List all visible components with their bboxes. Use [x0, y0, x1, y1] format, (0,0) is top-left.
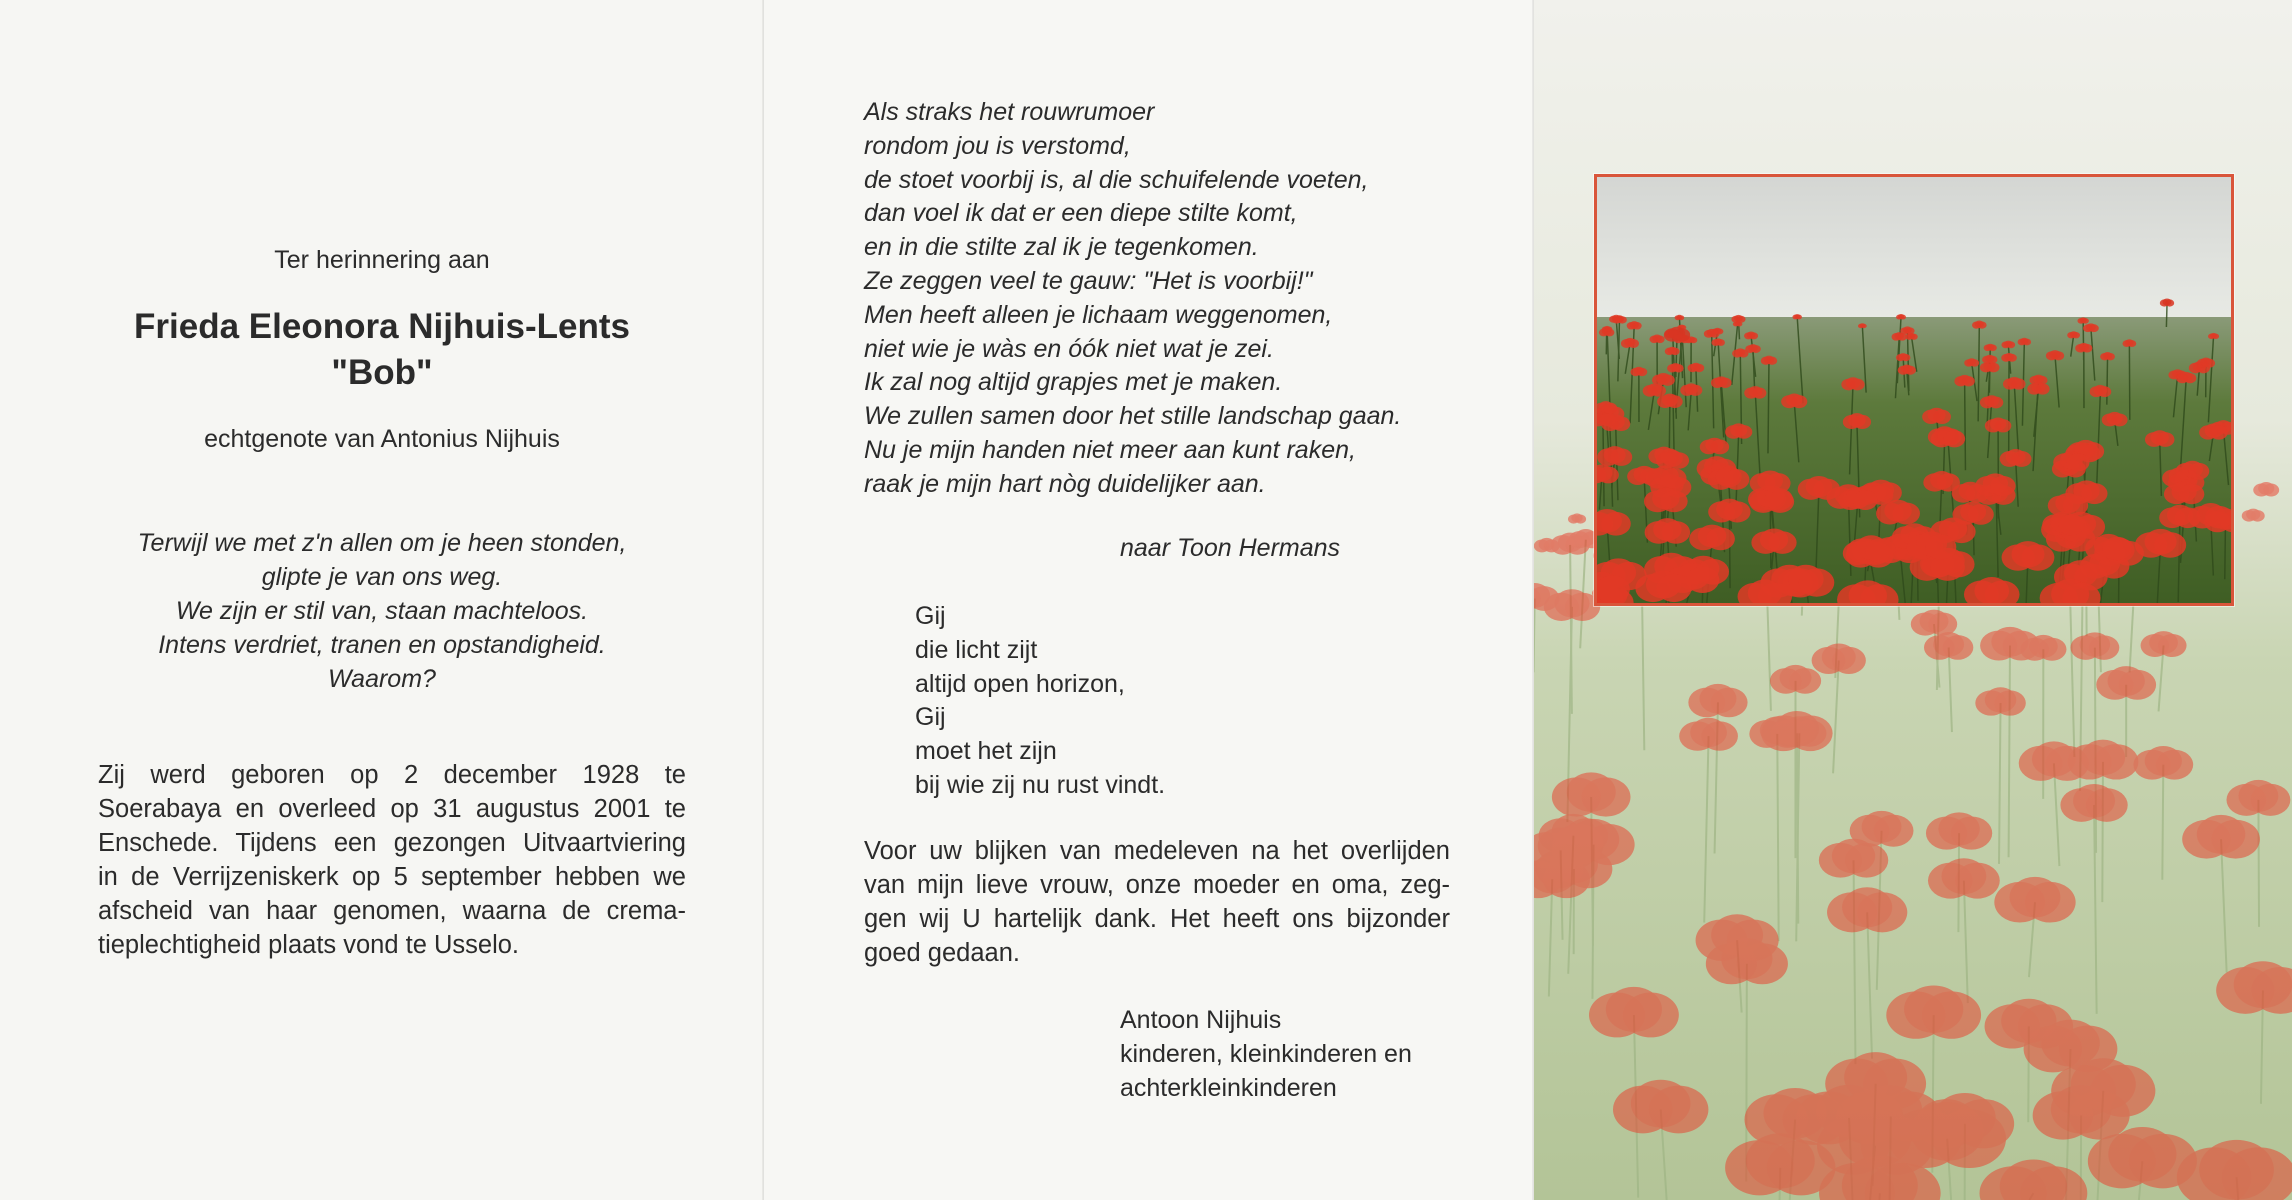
- poppy-stem: [2102, 762, 2103, 902]
- poem-line: glipte je van ons weg.: [261, 563, 503, 591]
- spouse-line: echtgenote van Antonius Nijhuis: [204, 425, 560, 453]
- poem-line: die licht zijt: [915, 635, 1038, 664]
- poppy-photo-image: [1597, 177, 2231, 603]
- poem-line: de stoet voorbij is, al die schuifelende voeten,: [864, 165, 1369, 194]
- thanks-line: gen wij U hartelijk dank. Het heeft ons bijzonder: [864, 905, 1450, 933]
- bio-line: Zij werd geboren op 2 december 1928 te: [98, 761, 686, 789]
- bio-line: afscheid van haar genomen, waarna de crema-: [98, 897, 686, 925]
- thanks-line: Voor uw blijken van medeleven na het overlijden: [864, 837, 1450, 865]
- poem-line: Ik zal nog altijd grapjes met je maken.: [864, 368, 1283, 397]
- poem-line: Intens verdriet, tranen en opstandigheid.: [158, 631, 606, 659]
- deceased-nickname: "Bob": [331, 353, 433, 392]
- poem-line: Gij: [915, 703, 946, 732]
- signature-line: kinderen, kleinkinderen en: [1120, 1039, 1412, 1068]
- signature-line: achterkleinkinderen: [1120, 1073, 1337, 1102]
- second-poem: [915, 600, 1165, 803]
- poem-line: moet het zijn: [915, 737, 1057, 766]
- biography-paragraph: [98, 758, 686, 962]
- deceased-full-name: Frieda Eleonora Nijhuis-Lents: [134, 307, 630, 346]
- poem-line: raak je mijn hart nòg duidelijker aan.: [864, 469, 1266, 498]
- bio-line: in de Verrijzeniskerk op 5 september hebben we: [98, 863, 686, 891]
- bio-line: Enschede. Tijdens een gezongen Uitvaartviering: [98, 829, 686, 857]
- bio-line: Soerabaya en overleed op 31 augustus 2001 te: [98, 795, 686, 823]
- thanks-paragraph: [864, 834, 1450, 970]
- poppy-stem: [1965, 381, 1966, 470]
- poppy-stem: [2258, 800, 2259, 927]
- poppy-stem: [2162, 765, 2163, 880]
- dedication-intro: Ter herinnering aan: [274, 246, 490, 274]
- poem-line: altijd open horizon,: [915, 669, 1125, 698]
- poppy-stem: [2166, 305, 2167, 327]
- poem-line: en in die stilte zal ik je tegenkomen.: [864, 233, 1259, 262]
- poppy-photo: [1594, 174, 2234, 606]
- deceased-name: [0, 304, 764, 396]
- poem-line: Waarom?: [328, 665, 436, 693]
- left-poem: [0, 526, 764, 696]
- poppy-stem: [1534, 599, 1535, 673]
- poppy-stem: [2009, 646, 2010, 858]
- poem-line: We zullen samen door het stille landschap gaan.: [864, 402, 1402, 431]
- poem-line: niet wie je wàs en óók niet wat je zei.: [864, 334, 1274, 363]
- main-poem: [864, 96, 1401, 502]
- poem-line: We zijn er stil van, staan machteloos.: [175, 597, 589, 625]
- poem-attribution: naar Toon Hermans: [1120, 534, 1341, 562]
- poem-line: bij wie zij nu rust vindt.: [915, 770, 1166, 799]
- bio-line: tieplechtigheid plaats vond te Usselo.: [98, 931, 520, 959]
- signature-line: Antoon Nijhuis: [1120, 1006, 1282, 1034]
- poem-line: Men heeft alleen je lichaam weggenomen,: [864, 300, 1333, 329]
- poppy-stem: [2107, 357, 2108, 405]
- poem-line: Nu je mijn handen niet meer aan kunt raken,: [864, 435, 1356, 464]
- poem-line: Als straks het rouwrumoer: [864, 98, 1155, 126]
- card-left-panel: [0, 0, 764, 1200]
- signature-block: [1120, 1004, 1412, 1105]
- thanks-line: goed gedaan.: [864, 939, 1020, 967]
- poppy-stem: [1797, 733, 1798, 923]
- thanks-line: van mijn lieve vrouw, onze moeder en oma, zeg-: [864, 871, 1450, 899]
- poppy-stem: [1768, 361, 1769, 454]
- poem-line: rondom jou is verstomd,: [864, 131, 1131, 160]
- poem-line: Ze zeggen veel te gauw: "Het is voorbij!": [864, 266, 1313, 295]
- poppy-stem: [1729, 512, 1730, 588]
- poem-line: Terwijl we met z'n allen om je heen stonden,: [137, 529, 627, 557]
- poem-line: dan voel ik dat er een diepe stilte komt,: [864, 199, 1298, 228]
- poem-line: Gij: [915, 602, 946, 630]
